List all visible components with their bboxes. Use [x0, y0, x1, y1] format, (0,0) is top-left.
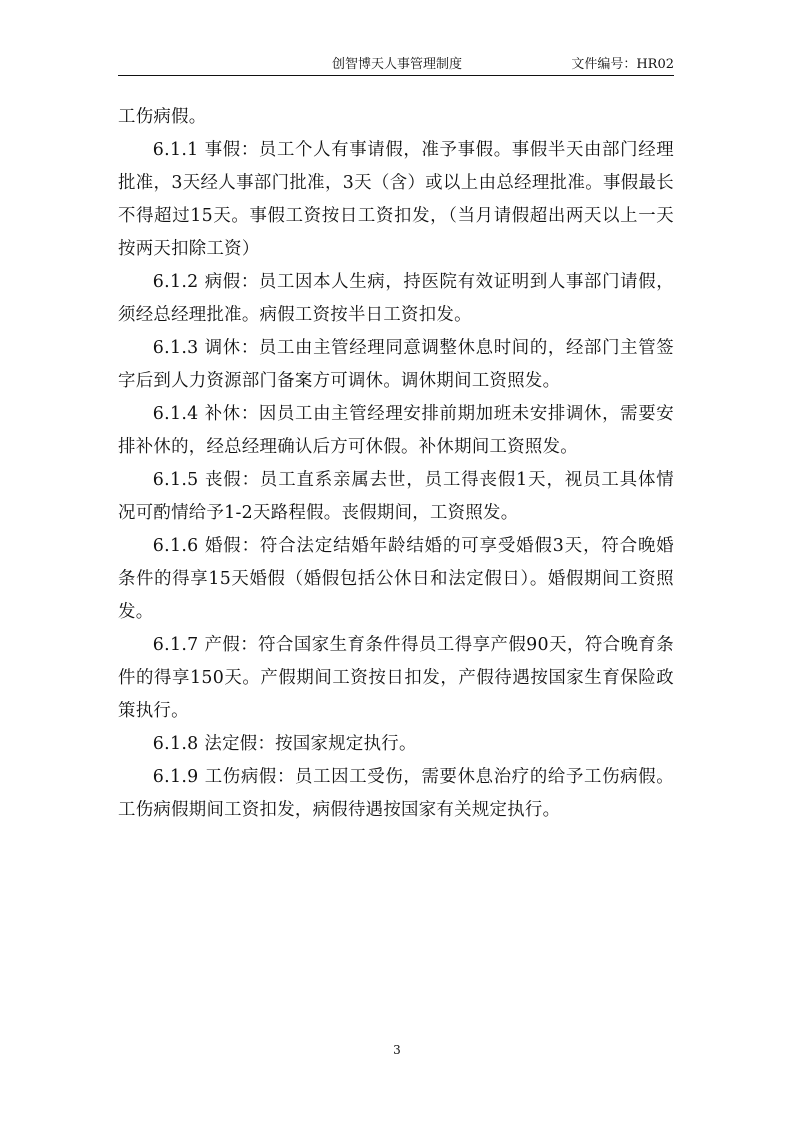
document-body	[118, 101, 674, 827]
document-number: 文件编号：HR02	[571, 57, 674, 72]
paragraph-maternity-leave: 6.1.7 产假：符合国家生育条件得员工得享产假90天，符合晚育条件的得享150天。产假期间工资按日扣发，产假待遇按国家生育保险政策执行。	[118, 635, 674, 721]
paragraph-personal-leave: 6.1.1 事假：员工个人有事请假，准予事假。事假半天由部门经理批准，3天经人事部门批准，3天（含）或以上由总经理批准。事假最长不得超过15天。事假工资按日工资扣发，（当月请假超出两天以上一天按两天扣除工资）	[118, 140, 674, 259]
paragraph-work-injury-leave: 6.1.9 工伤病假：员工因工受伤，需要休息治疗的给予工伤病假。工伤病假期间工资扣发，病假待遇按国家有关规定执行。	[118, 767, 674, 820]
paragraph-continuation: 工伤病假。	[118, 107, 207, 127]
paragraph-statutory-leave: 6.1.8 法定假：按国家规定执行。	[152, 734, 417, 754]
paragraph-marriage-leave: 6.1.6 婚假：符合法定结婚年龄结婚的可享受婚假3天，符合晚婚条件的得享15天婚假（婚假包括公休日和法定假日）。婚假期间工资照发。	[118, 536, 674, 622]
paragraph-bereavement-leave: 6.1.5 丧假：员工直系亲属去世，员工得丧假1天，视员工具体情况可酌情给予1-2天路程假。丧假期间，工资照发。	[118, 470, 674, 523]
paragraph-compensatory-leave: 6.1.4 补休：因员工由主管经理安排前期加班未安排调休，需要安排补休的，经总经理确认后方可休假。补休期间工资照发。	[118, 404, 674, 457]
paragraph-shift-leave: 6.1.3 调休：员工由主管经理同意调整休息时间的，经部门主管签字后到人力资源部门备案方可调休。调休期间工资照发。	[118, 338, 674, 391]
page-header	[118, 56, 674, 76]
header-title: 创智博天人事管理制度	[332, 57, 463, 72]
page-number: 3	[393, 1043, 401, 1057]
paragraph-sick-leave: 6.1.2 病假：员工因本人生病，持医院有效证明到人事部门请假，须经总经理批准。病假工资按半日工资扣发。	[118, 272, 674, 325]
header-divider	[118, 75, 674, 76]
